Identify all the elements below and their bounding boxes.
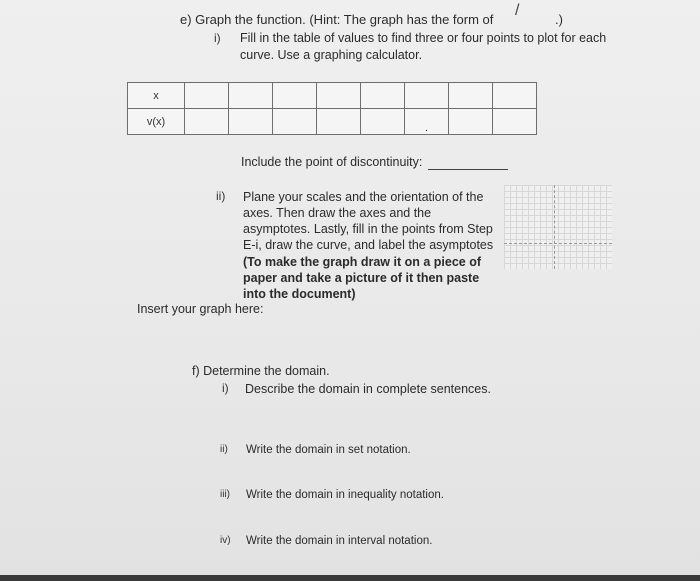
table-cell[interactable] xyxy=(449,83,493,109)
step-f-iii-text: Write the domain in inequality notation. xyxy=(246,489,444,501)
step-i-line-1: Fill in the table of values to find three or four points to plot for each xyxy=(240,31,607,45)
table-cell[interactable] xyxy=(229,109,273,135)
question-e-heading: e) Graph the function. (Hint: The graph has the form of xyxy=(180,12,494,27)
bottom-edge xyxy=(0,575,700,581)
step-ii-bold-line-2: paper and take a picture of it then paste xyxy=(243,271,480,285)
step-i-line-2: curve. Use a graphing calculator. xyxy=(240,48,423,62)
graph-grid xyxy=(504,185,612,269)
table-row-x xyxy=(128,83,537,109)
insert-graph-label: Insert your graph here: xyxy=(137,302,264,316)
table-row-vx xyxy=(128,109,537,135)
table-cell[interactable] xyxy=(449,109,493,135)
table-cell[interactable] xyxy=(405,83,449,109)
hint-mark: / xyxy=(515,2,520,19)
values-table xyxy=(127,82,537,135)
step-f-i-text: Describe the domain in complete sentences. xyxy=(245,382,491,396)
table-cell[interactable] xyxy=(493,109,537,135)
step-f-iii-number: iii) xyxy=(220,489,230,500)
table-cell[interactable] xyxy=(273,83,317,109)
step-f-iv-number: iv) xyxy=(220,535,231,546)
table-cell[interactable] xyxy=(185,83,229,109)
step-ii-line-3: asymptotes. Lastly, fill in the points from Step xyxy=(243,222,493,236)
step-f-ii-text: Write the domain in set notation. xyxy=(246,444,411,456)
table-header-x: x xyxy=(128,83,185,109)
table-cell[interactable] xyxy=(317,109,361,135)
table-cell[interactable] xyxy=(317,83,361,109)
step-ii-line-1: Plane your scales and the orientation of the xyxy=(243,190,484,204)
question-f-heading: f) Determine the domain. xyxy=(192,364,330,378)
table-cell[interactable] xyxy=(405,109,449,135)
table-header-vx: v(x) xyxy=(128,109,185,135)
table-cell[interactable] xyxy=(273,109,317,135)
table-cell[interactable] xyxy=(229,83,273,109)
table-mark: . xyxy=(424,122,429,134)
discontinuity-blank[interactable] xyxy=(428,169,508,170)
step-f-ii-number: ii) xyxy=(220,444,228,455)
step-ii-number: ii) xyxy=(216,189,226,203)
step-ii-bold-line-3: into the document) xyxy=(243,287,356,301)
step-f-i-number: i) xyxy=(222,381,229,395)
table-cell[interactable] xyxy=(493,83,537,109)
step-i-number: i) xyxy=(214,31,221,45)
graph-x-axis xyxy=(504,243,612,245)
table-cell[interactable] xyxy=(185,109,229,135)
table-cell[interactable] xyxy=(361,109,405,135)
step-ii-bold-line-1: (To make the graph draw it on a piece of xyxy=(243,255,482,269)
step-f-iv-text: Write the domain in interval notation. xyxy=(246,535,433,547)
step-ii-line-4: E-i, draw the curve, and label the asymptotes xyxy=(243,238,494,252)
graph-y-axis xyxy=(554,185,556,269)
discontinuity-label: Include the point of discontinuity: xyxy=(241,155,423,169)
step-ii-line-2: axes. Then draw the axes and the xyxy=(243,206,432,220)
hint-close: .) xyxy=(555,12,563,27)
table-cell[interactable] xyxy=(361,83,405,109)
